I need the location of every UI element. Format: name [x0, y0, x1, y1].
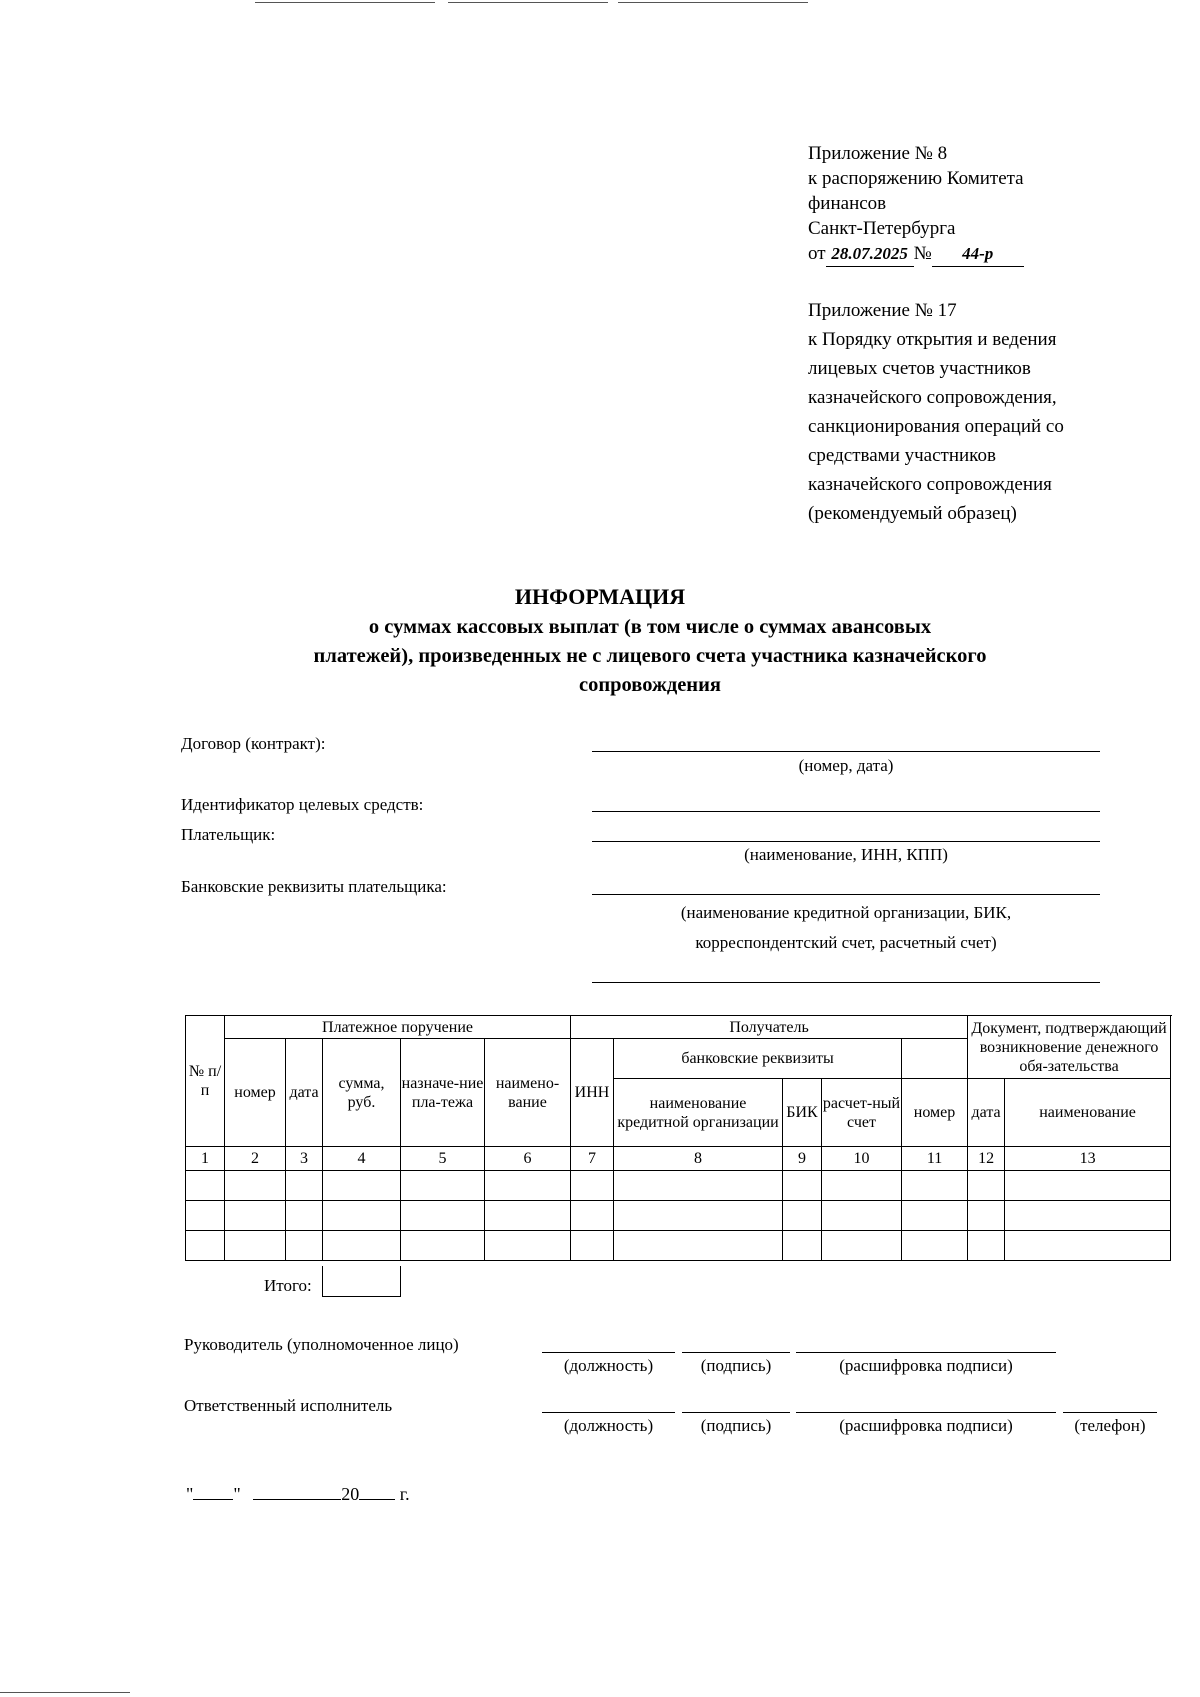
month-blank	[253, 1483, 341, 1500]
group-document: Документ, подтверждающий возникновение денежного обя-зательства	[968, 1016, 1171, 1079]
col-purpose-header: назначе-ние пла-тежа	[401, 1039, 485, 1147]
appendix-17-line: казначейского сопровождения,	[808, 387, 1057, 408]
payer-caption: (наименование, ИНН, КПП)	[744, 845, 948, 864]
appendix-17-block	[808, 296, 1064, 528]
appendix-8-line: финансов	[808, 193, 887, 214]
col-index: 8	[614, 1147, 783, 1171]
head-signature-line	[682, 1352, 790, 1353]
payments-table	[185, 1015, 1171, 1261]
year-prefix: 20	[341, 1484, 360, 1504]
executor-signature-line	[682, 1412, 790, 1413]
bank-caption-line-2: корреспондентский счет, расчетный счет)	[695, 933, 997, 952]
col-index: 13	[1005, 1147, 1171, 1171]
group-bank-details: банковские реквизиты	[614, 1039, 902, 1079]
col-index: 10	[822, 1147, 902, 1171]
col-index: 4	[323, 1147, 401, 1171]
col-index: 7	[571, 1147, 614, 1171]
col-sum-header: сумма, руб.	[323, 1039, 401, 1147]
bank-caption-line-1: (наименование кредитной организации, БИК,	[680, 903, 1012, 922]
bank-field-line	[592, 894, 1100, 895]
col-num-header: № п/п	[186, 1016, 225, 1147]
appendix-17-line: казначейского сопровождения	[808, 474, 1052, 495]
scan-artifact-line	[618, 2, 808, 3]
col-index: 2	[225, 1147, 286, 1171]
subtitle-line: сопровождения	[578, 674, 722, 696]
date-quote-open: "	[186, 1484, 194, 1504]
subtitle-line: платежей), произведенных не с лицевого счета участника казначейского	[313, 645, 987, 667]
date-quote-close: "	[233, 1484, 241, 1504]
head-position-caption: (должность)	[563, 1356, 654, 1375]
executor-position-line	[542, 1412, 675, 1413]
table-row	[186, 1171, 1171, 1201]
table-row	[186, 1201, 1171, 1231]
subtitle-line: о суммах кассовых выплат (в том числе о суммах авансовых	[368, 616, 932, 638]
appendix-8-date-number	[808, 241, 1024, 266]
appendix-8-line: Санкт-Петербурга	[808, 218, 956, 239]
appendix-8-line: Приложение № 8	[808, 143, 948, 164]
col-index: 1	[186, 1147, 225, 1171]
number-label: №	[913, 243, 932, 264]
bank-label: Банковские реквизиты плательщика:	[181, 877, 447, 896]
executor-signature-caption: (подпись)	[700, 1416, 772, 1435]
appendix-17-line: к Порядку открытия и ведения	[808, 329, 1057, 350]
col-bik-header: БИК	[783, 1079, 822, 1147]
document-subtitle	[220, 613, 1080, 700]
appendix-17-line: санкционирования операций со	[808, 416, 1064, 437]
appendix-8-line: к распоряжению Комитета	[808, 168, 1024, 189]
head-decoding-line	[796, 1352, 1056, 1353]
appendix-17-line: средствами участников	[808, 445, 996, 466]
head-label: Руководитель (уполномоченное лицо)	[184, 1335, 459, 1354]
executor-decoding-line	[796, 1412, 1056, 1413]
appendix-17-line: Приложение № 17	[808, 300, 957, 321]
group-recipient: Получатель	[571, 1016, 968, 1039]
payer-label: Плательщик:	[181, 825, 276, 844]
table-row	[186, 1231, 1171, 1261]
col-account-header: расчет-ный счет	[822, 1079, 902, 1147]
executor-phone-line	[1063, 1412, 1157, 1413]
executor-label: Ответственный исполнитель	[184, 1396, 393, 1415]
appendix-17-line: (рекомендуемый образец)	[808, 503, 1017, 524]
col-index: 5	[401, 1147, 485, 1171]
appendix-17-line: лицевых счетов участников	[808, 358, 1031, 379]
total-sum-box	[322, 1266, 401, 1297]
executor-position-caption: (должность)	[563, 1416, 654, 1435]
funds-id-label: Идентификатор целевых средств:	[181, 795, 424, 814]
year-suffix: г.	[399, 1484, 410, 1504]
col-doc-date-header: дата	[968, 1079, 1005, 1147]
contract-label: Договор (контракт):	[181, 734, 326, 753]
handwritten-date: 28.07.2025	[826, 241, 914, 267]
head-position-line	[542, 1352, 675, 1353]
date-line	[186, 1483, 410, 1505]
year-blank	[359, 1483, 395, 1500]
document-title: ИНФОРМАЦИЯ	[514, 584, 686, 609]
total-label: Итого:	[264, 1276, 312, 1295]
appendix-8-block	[808, 141, 1024, 266]
scan-artifact-line	[448, 2, 608, 3]
contract-caption: (номер, дата)	[798, 756, 894, 775]
col-name-header: наимено-вание	[485, 1039, 571, 1147]
funds-id-field-line	[592, 811, 1100, 812]
scan-artifact-line	[0, 1692, 130, 1693]
head-signature-caption: (подпись)	[700, 1356, 772, 1375]
handwritten-number: 44-р	[932, 241, 1024, 267]
col-date-header: дата	[286, 1039, 323, 1147]
col-doc-number-header: номер	[902, 1079, 968, 1147]
from-label: от	[808, 243, 826, 264]
payer-field-line	[592, 841, 1100, 842]
col-credit-org-header: наименование кредитной организации	[614, 1079, 783, 1147]
scan-artifact-line	[255, 2, 435, 3]
head-decoding-caption: (расшифровка подписи)	[839, 1356, 1013, 1375]
col-inn-header: ИНН	[571, 1039, 614, 1147]
col-index: 3	[286, 1147, 323, 1171]
executor-decoding-caption: (расшифровка подписи)	[839, 1416, 1013, 1435]
executor-phone-caption: (телефон)	[1074, 1416, 1146, 1435]
contract-field-line	[592, 751, 1100, 752]
group-payment-order: Платежное поручение	[225, 1016, 571, 1039]
col-index: 11	[902, 1147, 968, 1171]
col-doc-name-header: наименование	[1005, 1079, 1171, 1147]
col-index: 6	[485, 1147, 571, 1171]
bank-field-line-2	[592, 982, 1100, 983]
col-index: 9	[783, 1147, 822, 1171]
col-index: 12	[968, 1147, 1005, 1171]
day-blank	[193, 1483, 233, 1500]
col-number-header: номер	[225, 1039, 286, 1147]
